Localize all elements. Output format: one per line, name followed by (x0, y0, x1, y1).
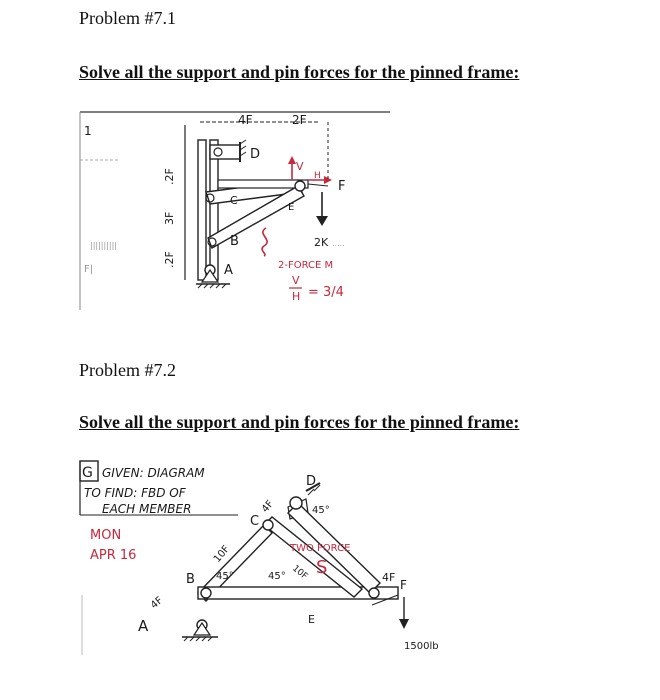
two-force-squiggle (262, 228, 267, 256)
problem-1-title: Problem #7.1 (79, 8, 176, 28)
pin-b (201, 588, 211, 598)
column-member-right (210, 140, 218, 280)
label-b: B (186, 572, 195, 587)
angle-left: 45° (216, 571, 234, 582)
label-v: V (296, 160, 304, 173)
dim-left-mid: 3F (163, 211, 176, 225)
load-label: 1500lb (404, 641, 439, 652)
problem-2-figure (78, 455, 578, 680)
page-mark: 1 (84, 124, 92, 138)
dim-left-top: .2F (163, 168, 176, 185)
dim-10f-right: 10F (290, 563, 310, 582)
label-c: C (230, 194, 238, 207)
label-f: F (338, 179, 346, 194)
ratio-value: = 3/4 (308, 285, 344, 300)
label-d: D (250, 147, 261, 162)
label-h: H (314, 171, 321, 181)
pin-e (295, 181, 305, 191)
label-f: F (400, 578, 407, 592)
label-d: D (306, 474, 317, 489)
dim-4f-bottom: 4F (148, 595, 166, 612)
dim-top-right: 2F (292, 113, 307, 127)
dim-left-bottom: .2F (163, 251, 176, 268)
angle-top: 45° (312, 505, 330, 516)
date: APR 16 (90, 548, 137, 563)
s-mark: S (316, 557, 328, 578)
problem-2-task: Solve all the support and pin forces for the pinned frame: (79, 412, 520, 432)
label-a: A (138, 617, 149, 635)
two-force-note: TWO FORCE (290, 543, 351, 554)
dim-10f-left: 10F (211, 543, 233, 565)
given-text: GIVEN: DIAGRAM (102, 466, 205, 480)
ratio-numerator: V (292, 274, 300, 287)
problem-1-task: Solve all the support and pin forces for the pinned frame: (79, 62, 520, 82)
column-member-left (198, 140, 206, 280)
dim-4f-top: 4F (259, 498, 277, 515)
given-letter: G (82, 465, 93, 481)
svg-text:F|: F| (84, 264, 94, 275)
pin-e (369, 588, 379, 598)
ratio-denominator: H (292, 290, 301, 303)
label-b: B (230, 234, 239, 249)
problem-1-figure (70, 100, 400, 320)
svg-text:.....: ..... (332, 239, 345, 248)
day: MON (90, 528, 122, 543)
dim-4f-right: 4F (382, 571, 396, 584)
angle-middle: 45° (268, 571, 286, 582)
problem-2-title: Problem #7.2 (79, 360, 176, 380)
pin-c (263, 520, 273, 530)
label-c: C (250, 514, 260, 529)
to-find-line-2: EACH MEMBER (102, 502, 192, 516)
dim-top-left: 4F (238, 113, 253, 127)
load-label: 2K (314, 236, 329, 249)
svg-text:||||||||||: |||||||||| (90, 241, 117, 250)
pin-d (290, 497, 302, 509)
label-e: E (288, 202, 295, 213)
label-a: A (224, 263, 233, 278)
label-e: E (308, 613, 315, 626)
two-force-note: 2-FORCE M (278, 260, 334, 271)
to-find-line-1: TO FIND: FBD OF (84, 486, 186, 500)
